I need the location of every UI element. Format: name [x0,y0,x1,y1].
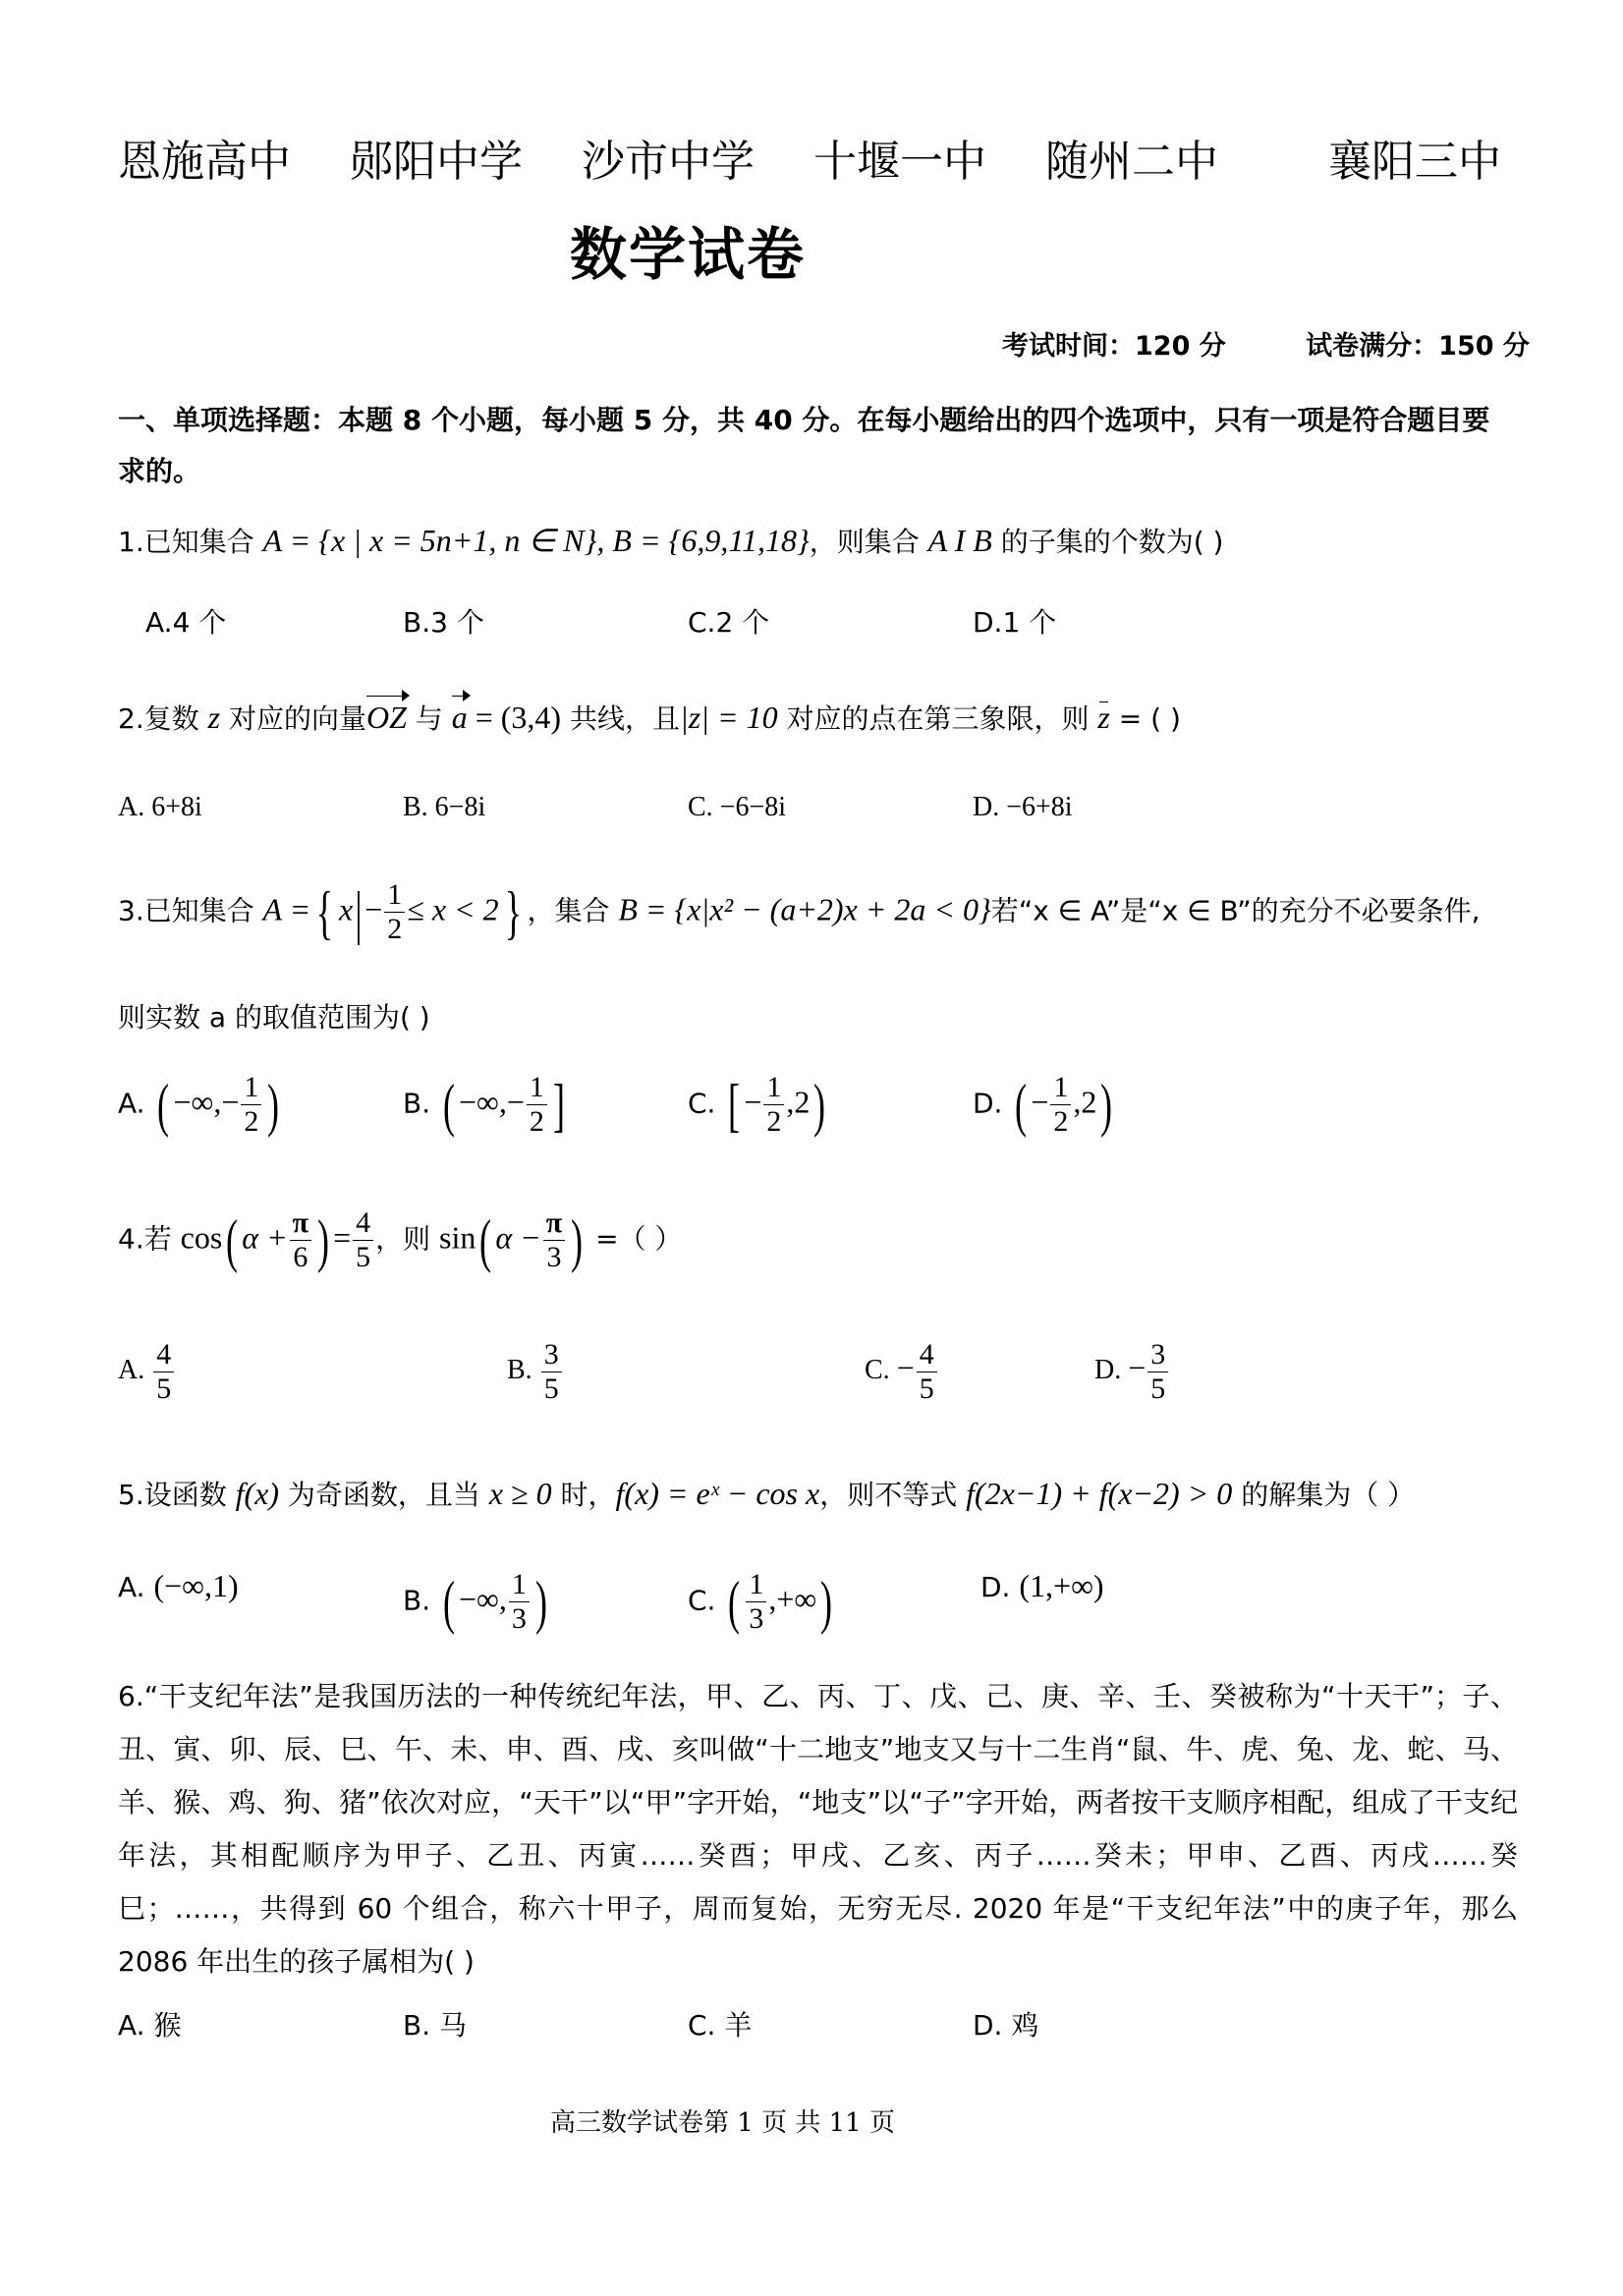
question-2-stem [118,698,1181,737]
q5-option-a: A. (−∞,1) [118,1568,239,1603]
q4-text: =（ ） [587,1222,683,1256]
q2-text: = ( ) [1109,702,1181,735]
q5-option-d: D. (1,+∞) [980,1568,1104,1603]
q2-vector-oz: OZ [365,700,407,735]
q4-option-c: C. − $\frac{4}{5}$ [865,1338,939,1406]
school-name: 随州二中 [1045,137,1218,187]
q2-option-d: D. −6+8i [973,792,1073,822]
q4-option-a: A. $\frac{4}{5}$ [118,1338,176,1406]
q1-option-c: C.2 个 [688,606,770,639]
q2-text: 2.复数 [118,702,208,735]
q4-cos: cos [180,1219,223,1256]
q6-option-d: D. 鸡 [973,2009,1039,2042]
q3-option-b: B. ( −∞,− $\frac{1}{2}$ ] [403,1071,565,1138]
q4-option-b: B. $\frac{3}{5}$ [507,1338,564,1406]
exam-time: 考试时间：120 分 [1002,331,1226,362]
q5-inequality: f(2x−1) + f(x−2) > 0 [966,1476,1233,1511]
q5-text: 为奇函数，且当 [279,1479,489,1511]
q3-set-a-lhs: A = [262,891,311,927]
q5-condition: x ≥ 0 [488,1476,552,1511]
question-6-stem: 6.“干支纪年法”是我国历法的一种传统纪年法，甲、乙、丙、丁、戊、己、庚、辛、壬、癸被称为“十天干”；子、丑、寅、卯、辰、巳、午、未、申、酉、戌、亥叫做“十二地支”地支又与十二生肖“鼠、牛、虎、兔、龙、蛇、马、羊、猴、鸡、狗、猪”依次对应，“天干”以“甲”字开始，“地支”以“子”字开始，两者按干支顺序相配，组成了干支纪年法，其相配顺序为甲子、乙丑、丙寅……癸酉；甲戌、乙亥、丙子……癸未；甲申、乙酉、丙戌……癸巳；……，共得到 60 个组合，称六十甲子，周而复始，无穷无尽. 2020 年是“干支纪年法”中的庚子年，那么 2086 年出生的孩子属相为( ) [118,1680,1518,1978]
q1-text: ，则集合 [809,526,928,558]
q5-text: 的解集为（ ） [1232,1479,1416,1511]
q3-fraction: $\frac{1}{2}$ [384,878,405,946]
q1-text: 1.已知集合 [118,526,263,558]
q2-modulus: |z| = 10 [679,700,778,735]
q5-option-c: C. ( $\frac{1}{3}$ ,+∞) [688,1568,833,1635]
q2-text: 共线，且 [561,702,680,735]
q2-text: 对应的点在第三象限，则 [777,702,1098,735]
q2-text: 对应的向量 [220,702,366,735]
q3-option-c: C. [ − $\frac{1}{2}$ ,2) [688,1071,826,1138]
q3-option-a: A. ( −∞,− $\frac{1}{2}$ ) [118,1071,280,1138]
q1-option-b: B.3 个 [403,606,484,639]
school-name: 襄阳三中 [1328,137,1501,187]
q6-option-a: A. 猴 [118,2009,182,2042]
q1-expr: A I B [927,523,992,558]
q5-text: ，则不等式 [819,1479,967,1511]
question-5-stem [118,1474,1415,1513]
q3-text: 3.已知集合 [118,894,263,927]
exam-info [1002,324,1530,363]
page-title: 数学试卷 [570,221,807,288]
q5-definition: f(x) = eˣ − cos x [615,1476,820,1511]
q4-option-d: D. − $\frac{3}{5}$ [1094,1338,1170,1406]
q3-text: 若“x ∈ A”是“x ∈ B”的充分不必要条件, [990,894,1481,927]
q2-option-c: C. −6−8i [688,792,787,822]
q4-alpha-plus: α + [242,1219,288,1256]
q1-option-a: A.4 个 [145,606,227,639]
q2-vector-value: = (3,4) [467,700,562,735]
q5-option-b: B. ( −∞, $\frac{1}{3}$ ) [403,1568,547,1635]
full-score: 试卷满分：150 分 [1306,331,1530,362]
q3-text: ，集合 [527,894,619,927]
q2-option-b: B. 6−8i [403,792,486,822]
school-name: 恩施高中 [118,137,291,187]
q3-line-2: 则实数 a 的取值范围为( ) [118,1001,430,1034]
school-list [118,126,1501,189]
school-name: 沙市中学 [582,137,755,187]
q5-text: 5.设函数 [118,1479,236,1511]
q5-text: 时， [551,1479,616,1511]
q3-set-a-x: x [339,891,354,927]
q4-text: 4.若 [118,1222,181,1256]
q4-sin: sin [439,1219,476,1256]
q5-fx: f(x) [235,1476,280,1511]
q2-z: z [207,700,221,735]
q3-set-b: B = {x|x² − (a+2)x + 2a < 0} [618,891,991,927]
q2-option-a: A. 6+8i [118,792,202,822]
q6-option-b: B. 马 [403,2009,468,2042]
q2-text: 与 [406,702,452,735]
page-footer: 高三数学试卷第 1 页 共 11 页 [550,2108,895,2138]
section-heading: 一、单项选择题：本题 8 个小题，每小题 5 分，共 40 分。在每小题给出的四个选项中，只有一项是符合题目要求的。 [118,404,1490,487]
q1-option-d: D.1 个 [973,606,1057,639]
question-4-stem: 4.若 cos( α + $\frac{\pi}{6}$ ) = $\frac{4}{5}$ ，则 sin( α − $\frac{\pi}{3}$ ) =（ ） [118,1206,683,1273]
q2-zbar: z [1097,700,1110,735]
question-1-stem [118,521,1223,560]
q3-set-a-rest: ≤ x < 2 [407,891,499,927]
q4-text: ，则 [375,1222,440,1256]
q4-alpha-minus: α − [495,1219,541,1256]
q1-text: 的子集的个数为( ) [991,526,1224,558]
q2-vector-a: a [451,700,468,735]
q6-option-c: C. 羊 [688,2009,753,2042]
school-name: 十堰一中 [813,137,986,187]
question-3-stem: 3.已知集合 A ={ x|− $\frac{1}{2}$ ≤ x < 2} ，集合 B = {x|x² − (a+2)x + 2a < 0}若“x ∈ A”是“x ∈ B”的充分不必要条件, [118,878,1481,945]
school-name: 郧阳中学 [350,137,523,187]
q1-sets: A = {x | x = 5n+1, n ∈ N}, B = {6,9,11,18} [262,523,810,558]
q3-option-d: D. ( − $\frac{1}{2}$ ,2) [973,1071,1113,1138]
